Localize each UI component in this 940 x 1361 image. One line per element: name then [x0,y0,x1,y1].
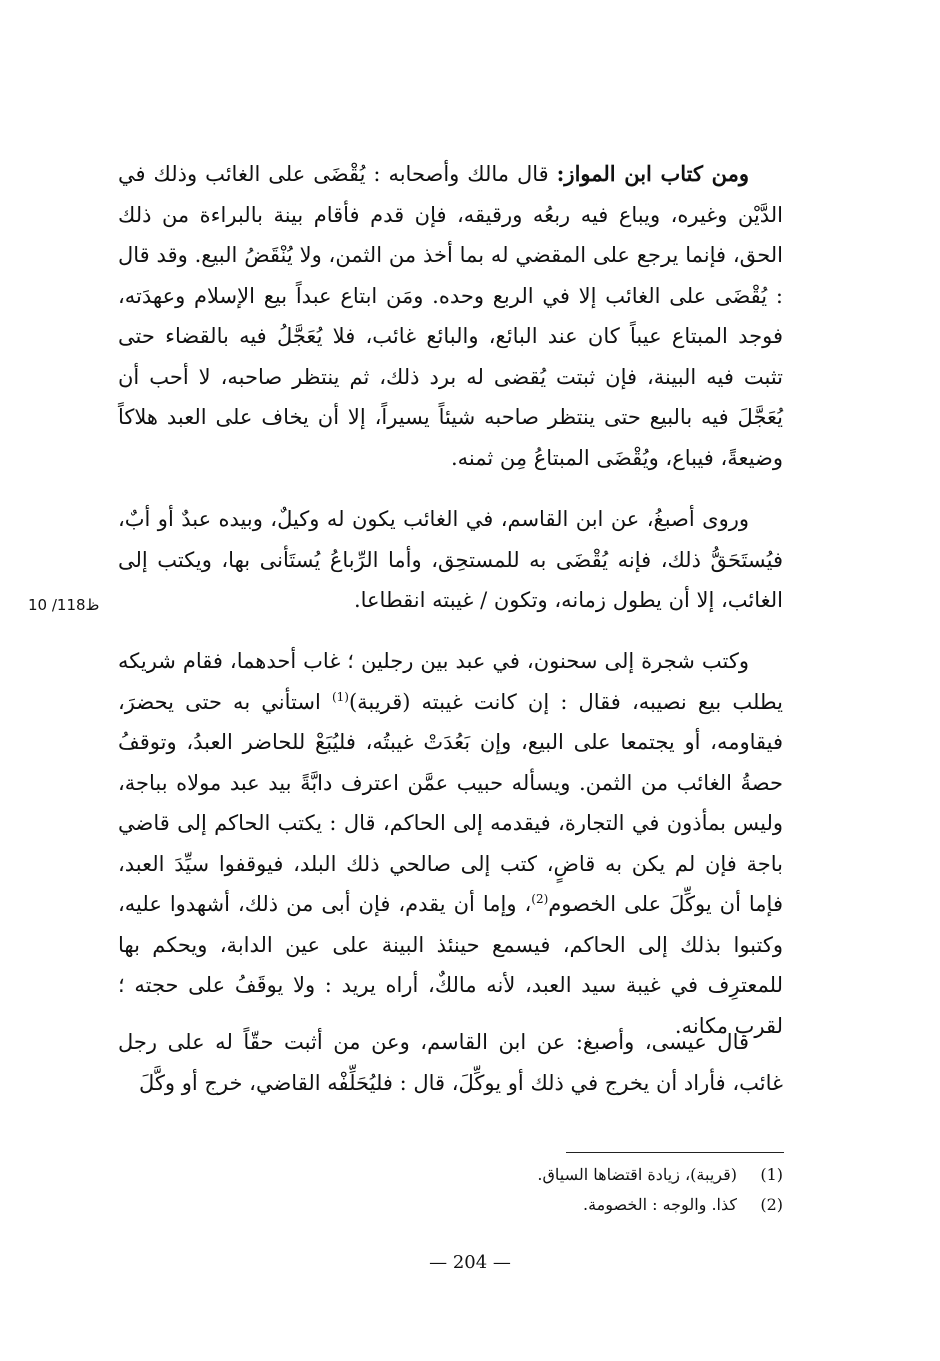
footnote-2-text: كذا. والوجه : الخصومة. [583,1195,737,1214]
footnotes [118,1160,783,1220]
footnote-ref-2: (2) [531,892,549,906]
footnote-2-number: (2) [760,1195,783,1214]
footnote-1 [118,1160,783,1190]
paragraph-1 [118,154,783,478]
paragraph-3 [118,641,783,1046]
footnote-1-number: (1) [760,1165,783,1184]
footnote-divider [566,1152,784,1153]
paragraph-2-text: وروى أصبغُ، عن ابن القاسم، في الغائب يكون له وكيلٌ، وبيده عبدٌ أو أبٌ، فيُستَحَقُّ ذلك، فإنه يُقْضَى به للمستحِق، وأما الرِّباعُ يُستَأنى بها، ويكتب إلى الغائب، إلا أن يطول زمانه، وتكون / غيبته انقطاعا. [118,507,783,612]
paragraph-3-text-middle: استأني به حتى يحضرَ، فيقاومه، أو يجتمعا على البيع، وإن بَعُدَتْ غيبتُه، فليُبَعْ للحاضر العبدُ، وتوقفُ حصةُ الغائب من الثمن. ويسأله حبيب عمَّن اعترف دابَّةً بيد عبد مولاه بباجة، وليس بمأذون في التجارة، فيقدمه إلى الحاكم، قال : يكتب الحاكم إلى قاضي باجة فإن لم يكن به قاضٍ، كتب إلى صالحي ذلك البلد، فيوقفوا سيِّدَ العبد، فإما أن يوكِّلَ على الخصوم [118,689,783,916]
paragraph-4 [118,1022,783,1103]
footnote-2 [118,1190,783,1220]
paragraph-2 [118,499,783,621]
footnote-ref-1: (1) [331,689,349,704]
footnote-1-text: (قريبة)، زيادة اقتضاها السياق. [537,1165,737,1184]
margin-folio-note: 10 /118ظ [28,596,100,614]
paragraph-1-lead: ومن كتاب ابن المواز: [556,161,749,186]
paragraph-1-text: قال مالك وأصحابه : يُقْضَى على الغائب وذلك في الدَّيْن وغيره، ويباع فيه ربعُه ورقيقه، فإن قدم فأقام بينة بالبراءة من ذلك الحق، فإنما يرجع على المقضي له بما أخذ من الثمن، ولا يُنْقَضُ البيع. وقد قال : يُقْضَى على الغائب إلا في الربع وحده. ومَن ابتاع عبداً بيع الإسلام وعهدَته، فوجد المبتاع عيباً كان عند البائع، والبائع غائب، فلا يُعَجَّلُ فيه بالقضاء حتى تثبت فيه البينة، فإن ثبتت يُقضى له برد ذلك، ثم ينتظر صاحبه، لا أحب أن يُعَجَّلَ فيه بالبيع حتى ينتظر صاحبه شيئاً يسيراً، إلا أن يخاف على العبد هلاكاً وضيعةً، فيباع، ويُقْضَى المبتاعُ مِن ثمنه. [118,162,783,470]
paragraph-3-text-after: ، وإما أن يقدم، فإن أبى من ذلك، أشهدوا عليه، وكتبوا بذلك إلى الحاكم، فيسمع حينئذ البينة على عين الدابة، ويحكم بها للمعترِف في غيبة سيد العبد، لأنه مالكٌ، أراه يريد : ولا يوقَفُ على حجته ؛ لقرب مكانه. [118,892,783,1038]
paragraph-3-text-before: وكتب شجرة إلى سحنون، في عبد بين رجلين ؛ غاب أحدهما، فقام شريكه يطلب بيع نصيبه، فقال : إن كانت غيبته (قريبة) [118,649,783,714]
paragraph-4-text: قال عيسى، وأصبغ: عن ابن القاسم، وعن من أثبت حقّاً له على رجل غائب، فأراد أن يخرج في ذلك أو يوكِّلَ، قال : فليُحَلِّفْه القاضي، خرج أو وكَّلَ [118,1030,783,1095]
page-number: — 204 — [429,1252,511,1273]
